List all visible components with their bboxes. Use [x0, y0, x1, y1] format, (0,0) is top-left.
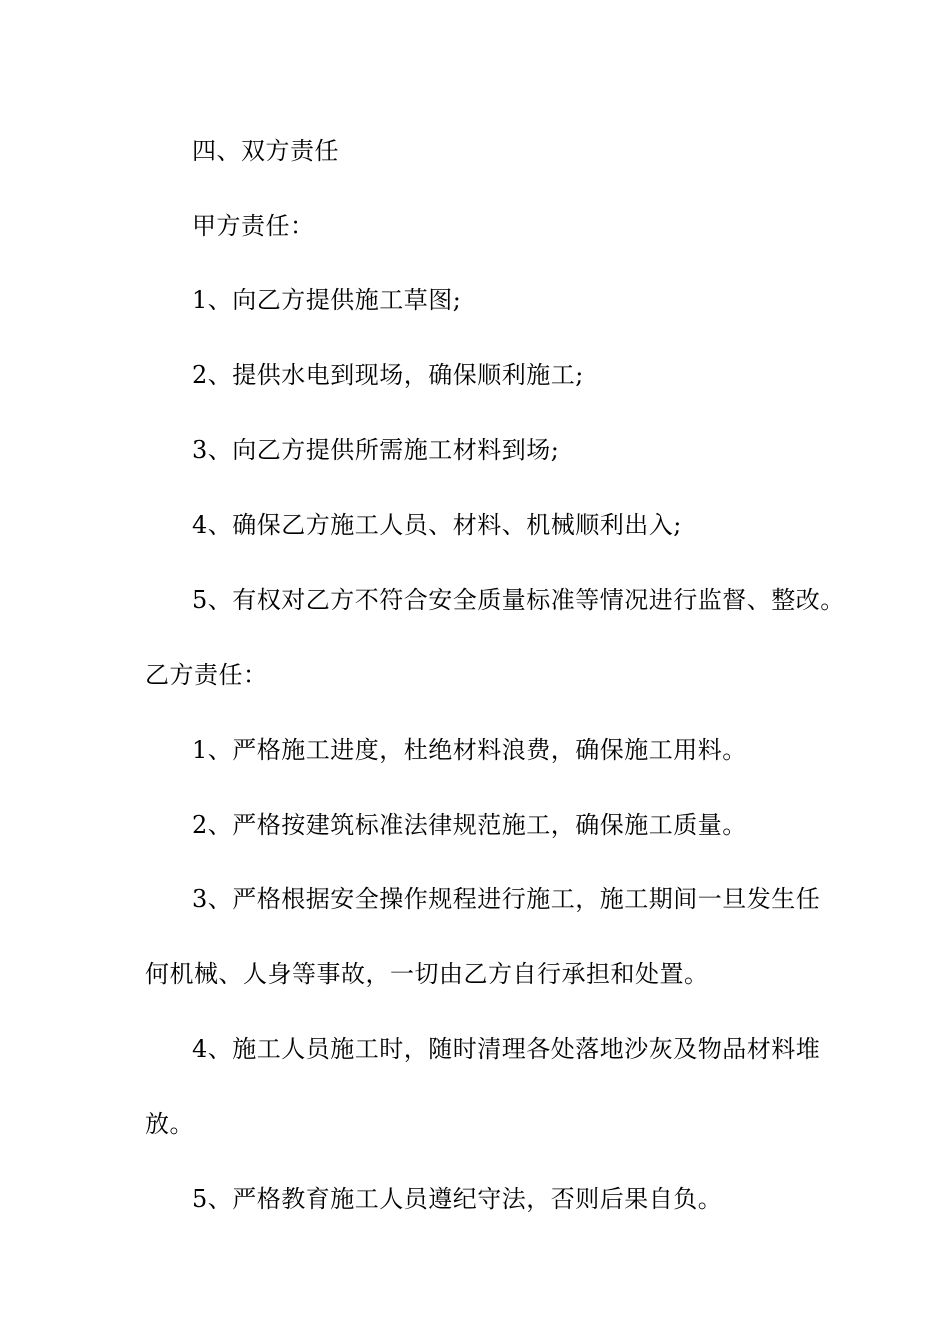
party-b-item-1: 1、严格施工进度，杜绝材料浪费，确保施工用料。: [192, 736, 747, 764]
section-heading: 四、双方责任: [192, 137, 339, 165]
party-b-item-3-line-2: 何机械、人身等事故，一切由乙方自行承担和处置。: [145, 960, 709, 988]
party-a-item-2: 2、提供水电到现场，确保顺利施工;: [192, 361, 584, 389]
party-a-heading: 甲方责任：: [192, 212, 315, 240]
party-a-item-5: 5、有权对乙方不符合安全质量标准等情况进行监督、整改。: [192, 586, 845, 614]
party-b-item-2: 2、严格按建筑标准法律规范施工，确保施工质量。: [192, 811, 747, 839]
party-b-item-5: 5、严格教育施工人员遵纪守法，否则后果自负。: [192, 1185, 723, 1213]
party-a-item-3: 3、向乙方提供所需施工材料到场;: [192, 436, 560, 464]
party-b-item-4-line-2: 放。: [145, 1110, 194, 1138]
party-a-item-4: 4、确保乙方施工人员、材料、机械顺利出入;: [192, 511, 682, 539]
party-a-item-1: 1、向乙方提供施工草图;: [192, 286, 462, 314]
party-b-item-4-line-1: 4、施工人员施工时，随时清理各处落地沙灰及物品材料堆: [192, 1035, 821, 1063]
party-b-item-3-line-1: 3、严格根据安全操作规程进行施工，施工期间一旦发生任: [192, 885, 821, 913]
party-b-heading: 乙方责任：: [145, 661, 268, 689]
